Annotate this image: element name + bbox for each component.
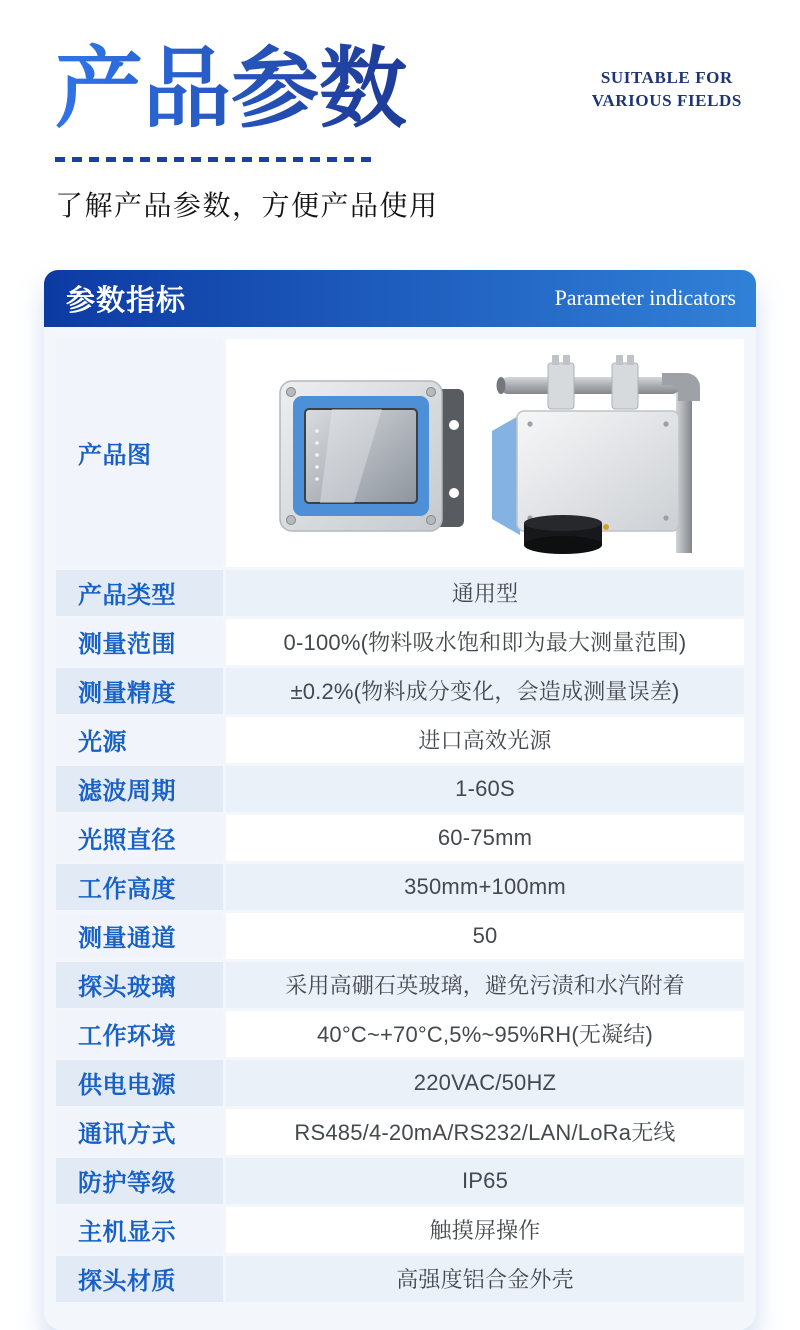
- tagline-line-2: VARIOUS FIELDS: [591, 91, 742, 110]
- row-value: 触摸屏操作: [226, 1207, 744, 1253]
- product-image-cell: [226, 339, 744, 567]
- spec-row: [56, 1256, 744, 1302]
- parameter-card: [44, 270, 756, 1330]
- row-value: RS485/4-20mA/RS232/LAN/LoRa无线: [226, 1109, 744, 1155]
- row-label: 供电电源: [56, 1060, 223, 1106]
- row-label: 光照直径: [56, 815, 223, 861]
- lens: [524, 515, 609, 554]
- row-label: 探头材质: [56, 1256, 223, 1302]
- page-subtitle: 了解产品参数，方便产品使用: [55, 189, 439, 221]
- row-value: IP65: [226, 1158, 744, 1204]
- display-terminal: [280, 381, 464, 531]
- tagline-line-1: SUITABLE FOR: [600, 68, 733, 87]
- row-label: 测量范围: [56, 619, 223, 665]
- sensor-head: [492, 355, 700, 554]
- dashed-divider: [55, 157, 377, 162]
- spec-row: [56, 1207, 744, 1253]
- card-title-zh: 参数指标: [66, 284, 187, 317]
- row-value: 350mm+100mm: [226, 864, 744, 910]
- row-value: ±0.2%(物料成分变化，会造成测量误差): [226, 668, 744, 714]
- row-label: 滤波周期: [56, 766, 223, 812]
- row-value: 高强度铝合金外壳: [226, 1256, 744, 1302]
- spec-row: [56, 913, 744, 959]
- spec-table: [56, 339, 744, 1302]
- card-body: [44, 327, 756, 1330]
- hero-section: [0, 0, 800, 224]
- row-label: 工作环境: [56, 1011, 223, 1057]
- spec-row: [56, 766, 744, 812]
- page-title: 产品参数: [55, 42, 408, 139]
- row-value: 1-60S: [226, 766, 744, 812]
- row-label: 测量精度: [56, 668, 223, 714]
- card-header: [44, 270, 756, 327]
- row-value: 通用型: [226, 570, 744, 616]
- row-label: 工作高度: [56, 864, 223, 910]
- spec-row: [56, 1011, 744, 1057]
- row-label: 通讯方式: [56, 1109, 223, 1155]
- spec-row: [56, 1158, 744, 1204]
- spec-row: [56, 1109, 744, 1155]
- row-label: 主机显示: [56, 1207, 223, 1253]
- product-image-row: [56, 339, 744, 567]
- row-value: 220VAC/50HZ: [226, 1060, 744, 1106]
- row-value: 40°C~+70°C,5%~95%RH(无凝结): [226, 1011, 744, 1057]
- row-label: 产品类型: [56, 570, 223, 616]
- row-value: 0-100%(物料吸水饱和即为最大测量范围): [226, 619, 744, 665]
- row-value: 采用高硼石英玻璃，避免污渍和水汽附着: [226, 962, 744, 1008]
- spec-row: [56, 1060, 744, 1106]
- spec-row: [56, 864, 744, 910]
- spec-row: [56, 668, 744, 714]
- row-label: 探头玻璃: [56, 962, 223, 1008]
- spec-row: [56, 815, 744, 861]
- pipe-clamp: [612, 355, 638, 409]
- spec-row: [56, 570, 744, 616]
- product-photo: [244, 351, 726, 555]
- row-label: 测量通道: [56, 913, 223, 959]
- tagline: [592, 66, 742, 112]
- spec-row: [56, 619, 744, 665]
- row-label: 光源: [56, 717, 223, 763]
- row-value: 进口高效光源: [226, 717, 744, 763]
- spec-row: [56, 962, 744, 1008]
- spec-row: [56, 717, 744, 763]
- card-title-en: Parameter indicators: [554, 285, 736, 311]
- row-label: 产品图: [56, 339, 223, 567]
- row-value: 50: [226, 913, 744, 959]
- pipe-clamp: [548, 355, 574, 409]
- row-label: 防护等级: [56, 1158, 223, 1204]
- row-value: 60-75mm: [226, 815, 744, 861]
